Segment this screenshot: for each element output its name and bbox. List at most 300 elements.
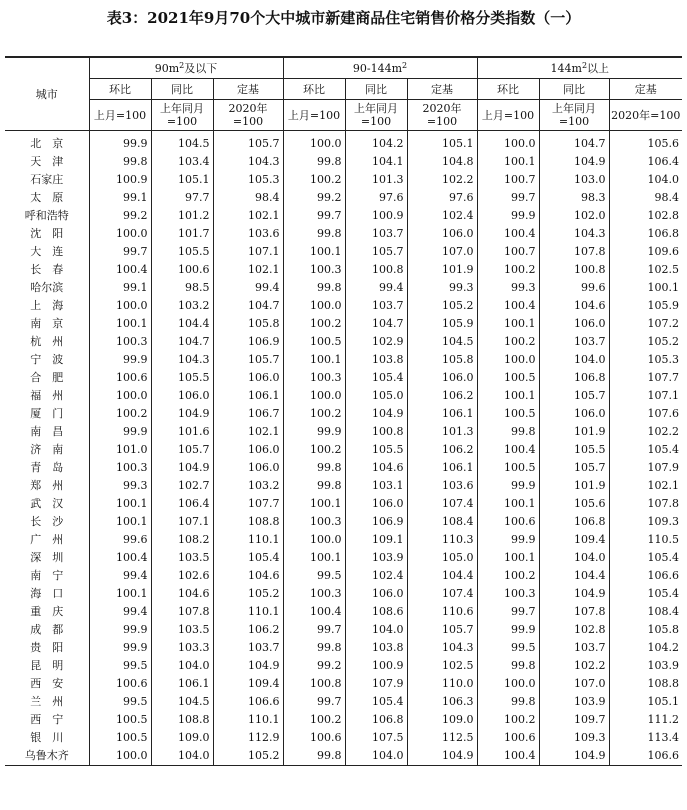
table-title: 表3：2021年9月70个大中城市新建商品住宅销售价格分类指数（一） [106,9,581,27]
index-value: 104.7 [151,333,213,351]
index-value: 99.8 [283,279,345,297]
index-value: 100.2 [89,405,151,423]
index-value: 101.7 [151,225,213,243]
index-value: 105.4 [609,585,682,603]
index-value: 100.1 [283,549,345,567]
index-value: 103.9 [609,657,682,675]
index-value: 99.9 [477,621,539,639]
index-value: 102.8 [609,207,682,225]
index-value: 100.2 [477,333,539,351]
city-name: 杭 州 [30,335,64,348]
index-value: 107.7 [609,369,682,387]
index-value: 99.8 [477,657,539,675]
index-value: 99.8 [477,693,539,711]
table-row [5,207,682,225]
city-name: 银 川 [30,731,64,744]
index-value: 106.0 [539,405,609,423]
index-value: 102.4 [345,567,407,585]
index-value: 107.8 [539,603,609,621]
index-value: 100.5 [477,459,539,477]
index-value: 104.8 [407,153,477,171]
index-value: 104.6 [539,297,609,315]
index-value: 104.9 [539,585,609,603]
index-value: 105.9 [407,315,477,333]
index-value: 100.1 [477,549,539,567]
index-value: 106.0 [345,585,407,603]
index-value: 100.0 [89,387,151,405]
index-value: 100.1 [89,513,151,531]
index-value: 106.0 [213,441,283,459]
index-value: 100.3 [477,585,539,603]
table-row [5,567,682,585]
index-value: 99.9 [477,477,539,495]
index-value: 109.4 [539,531,609,549]
index-value: 100.1 [477,387,539,405]
index-value: 110.0 [407,675,477,693]
index-value: 110.5 [609,531,682,549]
city-name: 南 京 [30,317,64,330]
index-value: 100.0 [477,131,539,154]
index-value: 100.0 [283,531,345,549]
index-value: 104.4 [539,567,609,585]
index-value: 99.9 [283,423,345,441]
index-value: 100.1 [89,315,151,333]
index-value: 97.7 [151,189,213,207]
index-value: 102.1 [213,423,283,441]
index-value: 106.9 [345,513,407,531]
index-value: 101.3 [407,423,477,441]
index-value: 106.0 [407,369,477,387]
city-name: 武 汉 [30,497,64,510]
index-value: 106.1 [407,405,477,423]
index-value: 104.6 [345,459,407,477]
city-name: 西 安 [30,677,64,690]
price-index-table [5,56,682,766]
city-name: 福 州 [30,389,64,402]
index-value: 101.2 [151,207,213,225]
index-value: 103.2 [151,297,213,315]
index-value: 107.9 [345,675,407,693]
index-value: 104.9 [407,747,477,766]
index-value: 104.9 [151,405,213,423]
index-value: 102.4 [407,207,477,225]
index-value: 100.5 [283,333,345,351]
index-value: 105.5 [539,441,609,459]
index-value: 107.1 [609,387,682,405]
index-value: 110.3 [407,531,477,549]
index-value: 100.2 [283,405,345,423]
index-value: 99.7 [283,621,345,639]
index-value: 110.1 [213,531,283,549]
index-value: 102.5 [407,657,477,675]
index-value: 100.1 [477,495,539,513]
index-value: 100.0 [477,351,539,369]
base-header-yoy: 上年同月=100 [151,100,213,131]
sub-header-yoy: 同比 [151,79,213,100]
index-value: 100.3 [283,369,345,387]
index-value: 99.3 [407,279,477,297]
index-value: 99.8 [283,459,345,477]
index-value: 108.4 [407,513,477,531]
index-value: 103.5 [151,549,213,567]
index-value: 105.8 [609,621,682,639]
index-value: 104.0 [609,171,682,189]
index-value: 100.1 [283,243,345,261]
table-row [5,315,682,333]
index-value: 103.3 [151,639,213,657]
index-value: 105.2 [407,297,477,315]
index-value: 105.2 [609,333,682,351]
index-value: 112.9 [213,729,283,747]
index-value: 99.9 [477,531,539,549]
index-value: 100.4 [477,441,539,459]
index-value: 110.6 [407,603,477,621]
city-name: 贵 阳 [30,641,64,654]
base-header-fixed: 2020年=100 [407,100,477,131]
index-value: 106.0 [213,459,283,477]
table-row [5,549,682,567]
city-name: 沈 阳 [30,227,64,240]
index-value: 100.1 [477,153,539,171]
index-value: 100.1 [283,351,345,369]
index-value: 106.8 [539,369,609,387]
index-value: 99.9 [89,639,151,657]
index-value: 105.7 [151,441,213,459]
table-row [5,369,682,387]
index-value: 104.5 [151,131,213,154]
sub-header-fixed: 定基 [609,79,682,100]
table-row [5,225,682,243]
index-value: 100.1 [477,315,539,333]
index-value: 104.5 [151,693,213,711]
city-name: 郑 州 [30,479,64,492]
city-name: 呼和浩特 [24,209,69,222]
table-row [5,711,682,729]
index-value: 100.0 [89,747,151,766]
table-row [5,513,682,531]
index-value: 100.7 [477,171,539,189]
index-value: 100.3 [283,513,345,531]
index-value: 105.4 [213,549,283,567]
index-value: 103.6 [213,225,283,243]
index-value: 106.2 [213,621,283,639]
sub-header-yoy: 同比 [345,79,407,100]
index-value: 105.7 [345,243,407,261]
group-header-medium: $90-144m^2$ [283,57,477,79]
sub-header-mom: 环比 [89,79,151,100]
index-value: 106.6 [609,567,682,585]
table-row [5,153,682,171]
city-name: 天 津 [30,155,64,168]
table-row [5,495,682,513]
index-value: 102.1 [213,207,283,225]
index-value: 106.2 [407,441,477,459]
group-header-large: $144m^2$以上 [477,57,682,79]
index-value: 104.1 [345,153,407,171]
table-row [5,405,682,423]
index-value: 99.7 [283,207,345,225]
index-value: 105.1 [151,171,213,189]
index-value: 99.5 [283,567,345,585]
index-value: 103.5 [151,621,213,639]
index-value: 100.2 [283,171,345,189]
index-value: 100.8 [345,423,407,441]
index-value: 99.4 [89,603,151,621]
index-value: 106.6 [609,747,682,766]
index-value: 102.1 [213,261,283,279]
index-value: 100.4 [477,297,539,315]
index-value: 106.8 [539,513,609,531]
index-value: 106.8 [609,225,682,243]
index-value: 105.5 [345,441,407,459]
index-value: 111.2 [609,711,682,729]
index-value: 109.0 [407,711,477,729]
index-value: 99.1 [89,279,151,297]
sub-header-mom: 环比 [283,79,345,100]
index-value: 99.7 [283,693,345,711]
index-value: 107.1 [151,513,213,531]
index-value: 113.4 [609,729,682,747]
index-value: 104.0 [151,747,213,766]
index-value: 100.5 [89,711,151,729]
index-value: 105.3 [609,351,682,369]
table-row [5,729,682,747]
index-value: 100.5 [477,369,539,387]
index-value: 104.2 [345,131,407,154]
table-row [5,657,682,675]
index-value: 100.1 [609,279,682,297]
index-value: 103.9 [345,549,407,567]
index-value: 107.6 [609,405,682,423]
index-value: 99.8 [89,153,151,171]
table-row [5,441,682,459]
index-value: 105.4 [609,549,682,567]
index-value: 106.1 [151,675,213,693]
index-value: 100.2 [283,711,345,729]
index-value: 99.5 [477,639,539,657]
index-value: 109.1 [345,531,407,549]
city-name: 重 庆 [30,605,64,618]
index-value: 108.6 [345,603,407,621]
index-value: 107.4 [407,585,477,603]
index-value: 102.2 [609,423,682,441]
table-row [5,297,682,315]
index-value: 101.0 [89,441,151,459]
index-value: 109.6 [609,243,682,261]
index-value: 100.0 [89,225,151,243]
index-value: 99.4 [89,567,151,585]
city-name: 广 州 [30,533,64,546]
index-value: 104.0 [539,549,609,567]
sub-header-fixed: 定基 [213,79,283,100]
index-value: 105.2 [213,747,283,766]
index-value: 98.4 [213,189,283,207]
index-value: 103.7 [539,639,609,657]
index-value: 107.0 [539,675,609,693]
index-value: 104.6 [213,567,283,585]
table-row [5,747,682,766]
index-value: 106.3 [407,693,477,711]
index-value: 106.0 [213,369,283,387]
index-value: 100.3 [283,261,345,279]
base-header-mom: 上月=100 [283,100,345,131]
base-header-fixed: 2020年=100 [213,100,283,131]
table-row [5,243,682,261]
index-value: 97.6 [345,189,407,207]
index-value: 105.4 [345,369,407,387]
index-value: 104.9 [539,747,609,766]
index-value: 104.0 [345,621,407,639]
index-value: 100.2 [477,567,539,585]
index-value: 105.7 [539,459,609,477]
index-value: 105.5 [151,369,213,387]
index-value: 99.1 [89,189,151,207]
table-row [5,351,682,369]
index-value: 105.4 [609,441,682,459]
index-value: 100.6 [89,369,151,387]
index-value: 107.5 [345,729,407,747]
index-value: 106.1 [407,459,477,477]
index-value: 107.7 [213,495,283,513]
index-value: 105.8 [213,315,283,333]
index-value: 104.9 [539,153,609,171]
index-value: 104.3 [539,225,609,243]
index-value: 99.5 [89,693,151,711]
index-value: 99.9 [477,207,539,225]
index-value: 100.9 [345,207,407,225]
index-value: 99.3 [477,279,539,297]
index-value: 104.3 [151,351,213,369]
table-row [5,477,682,495]
index-value: 109.4 [213,675,283,693]
index-value: 99.6 [89,531,151,549]
table-row [5,261,682,279]
table-row [5,603,682,621]
index-value: 103.8 [345,351,407,369]
index-value: 99.7 [89,243,151,261]
city-name: 济 南 [30,443,64,456]
city-name: 深 圳 [30,551,64,564]
index-value: 100.2 [283,315,345,333]
index-value: 99.8 [283,225,345,243]
index-value: 99.5 [89,657,151,675]
city-name: 乌鲁木齐 [5,747,89,766]
group-header-small: $90m^2$及以下 [89,57,283,79]
index-value: 102.6 [151,567,213,585]
index-value: 108.4 [609,603,682,621]
index-value: 104.0 [151,657,213,675]
index-value: 107.0 [407,243,477,261]
index-value: 100.0 [89,297,151,315]
index-value: 106.0 [539,315,609,333]
index-value: 104.5 [407,333,477,351]
city-name: 长 春 [30,263,64,276]
index-value: 104.9 [345,405,407,423]
index-value: 102.7 [151,477,213,495]
index-value: 108.8 [213,513,283,531]
index-value: 100.8 [539,261,609,279]
index-value: 104.0 [345,747,407,766]
index-value: 106.0 [151,387,213,405]
index-value: 104.7 [345,315,407,333]
index-value: 100.4 [89,549,151,567]
city-name: 上 海 [30,299,64,312]
index-value: 110.1 [213,711,283,729]
index-value: 104.0 [539,351,609,369]
index-value: 105.5 [151,243,213,261]
index-value: 103.7 [345,297,407,315]
index-value: 100.6 [89,675,151,693]
base-header-yoy: 上年同月=100 [539,100,609,131]
sub-header-yoy: 同比 [539,79,609,100]
city-name: 昆 明 [30,659,64,672]
index-value: 107.8 [609,495,682,513]
index-value: 99.4 [345,279,407,297]
index-value: 104.6 [151,585,213,603]
index-value: 99.9 [89,351,151,369]
index-value: 100.3 [283,585,345,603]
city-name: 宁 波 [30,353,64,366]
index-value: 100.6 [477,729,539,747]
index-value: 108.8 [609,675,682,693]
index-value: 104.4 [151,315,213,333]
index-value: 105.7 [407,621,477,639]
index-value: 104.7 [213,297,283,315]
index-value: 102.8 [539,621,609,639]
index-value: 103.2 [213,477,283,495]
city-name: 北 京 [30,137,64,150]
index-value: 99.8 [283,153,345,171]
index-value: 99.7 [477,603,539,621]
index-value: 102.2 [407,171,477,189]
index-value: 99.7 [477,189,539,207]
table-row [5,423,682,441]
index-value: 105.1 [407,131,477,154]
index-value: 106.8 [345,711,407,729]
index-value: 105.0 [345,387,407,405]
index-value: 103.7 [345,225,407,243]
index-value: 100.1 [89,585,151,603]
city-name: 大 连 [30,245,64,258]
index-value: 103.0 [539,171,609,189]
index-value: 99.9 [89,423,151,441]
index-value: 105.0 [407,549,477,567]
index-value: 98.5 [151,279,213,297]
table-row [5,387,682,405]
index-value: 103.9 [539,693,609,711]
index-value: 100.4 [89,261,151,279]
index-value: 105.7 [213,131,283,154]
base-header-fixed: 2020年=100 [609,100,682,131]
index-value: 104.9 [151,459,213,477]
index-value: 102.9 [345,333,407,351]
index-value: 102.1 [609,477,682,495]
index-value: 100.3 [89,459,151,477]
index-value: 107.4 [407,495,477,513]
city-name: 南 昌 [30,425,64,438]
table-row [5,639,682,657]
index-value: 107.8 [539,243,609,261]
index-value: 99.8 [283,477,345,495]
index-value: 106.9 [213,333,283,351]
index-value: 100.8 [283,675,345,693]
index-value: 98.3 [539,189,609,207]
index-value: 100.2 [477,261,539,279]
index-value: 105.7 [213,351,283,369]
index-value: 101.3 [345,171,407,189]
index-value: 103.7 [539,333,609,351]
index-value: 100.0 [283,131,345,154]
